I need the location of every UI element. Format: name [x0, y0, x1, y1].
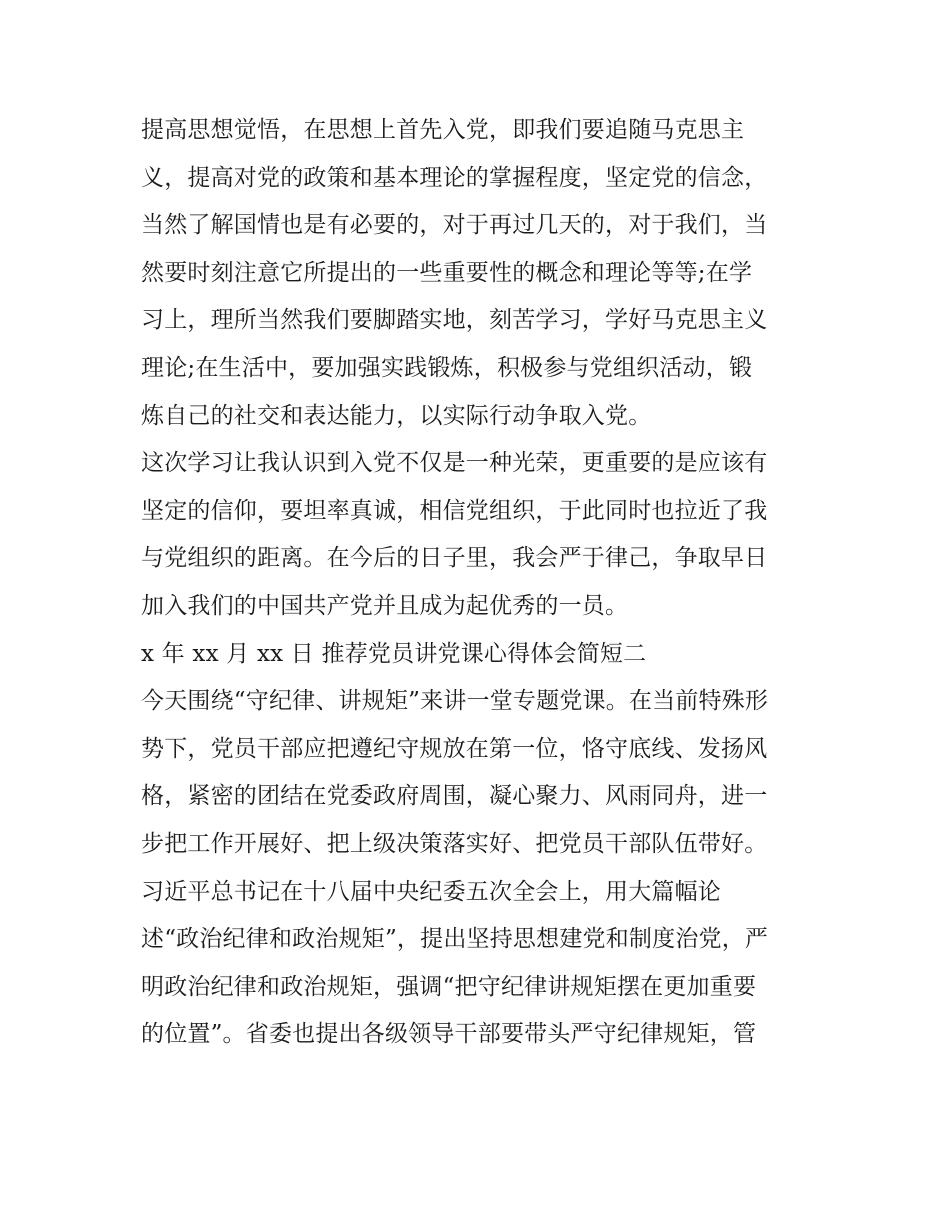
text-line-9: 坚定的信仰，要坦率真诚，相信党组织，于此同时也拉近了我	[141, 497, 768, 524]
text-line-4: 然要时刻注意它所提出的一些重要性的概念和理论等等;在学	[141, 259, 753, 286]
text-line-3: 当然了解国情也是有必要的，对于再过几天的，对于我们，当	[141, 212, 768, 239]
text-line-17: 习近平总书记在十八届中央纪委五次全会上，用大篇幅论	[141, 878, 721, 905]
text-line-13: 今天围绕“守纪律、讲规矩”来讲一堂专题党课。在当前特殊形	[141, 688, 769, 715]
text-line-15: 格，紧密的团结在党委政府周围，凝心聚力、风雨同舟，进一	[141, 783, 768, 810]
text-line-19: 明政治纪律和政治规矩，强调“把守纪律讲规矩摆在更加重要	[141, 973, 757, 1000]
section-heading: x 年 xx 月 xx 日 推荐党员讲党课心得体会简短二	[141, 640, 647, 667]
text-line-20: 的位置”。省委也提出各级领导干部要带头严守纪律规矩，管	[141, 1021, 757, 1048]
text-line-18: 述“政治纪律和政治规矩”，提出坚持思想建党和制度治党，严	[141, 926, 769, 953]
text-line-10: 与党组织的距离。在今后的日子里，我会严于律己，争取早日	[141, 545, 768, 572]
text-line-1: 提高思想觉悟，在思想上首先入党，即我们要追随马克思主	[141, 117, 745, 143]
document-body	[141, 107, 831, 1059]
text-line-2: 义，提高对党的政策和基本理论的掌握程度，坚定党的信念，	[141, 164, 768, 191]
text-line-6: 理论;在生活中，要加强实践锻炼，积极参与党组织活动，锻	[141, 354, 753, 381]
text-line-16: 步把工作开展好、把上级决策落实好、把党员干部队伍带好。	[141, 830, 768, 857]
text-line-14: 势下，党员干部应把遵纪守规放在第一位，恪守底线、发扬风	[141, 735, 768, 762]
text-line-8: 这次学习让我认识到入党不仅是一种光荣，更重要的是应该有	[141, 450, 768, 477]
text-line-7: 炼自己的社交和表达能力，以实际行动争取入党。	[141, 402, 652, 429]
text-line-11: 加入我们的中国共产党并且成为起优秀的一员。	[141, 592, 629, 619]
text-line-5: 习上，理所当然我们要脚踏实地，刻苦学习，学好马克思主义	[141, 307, 768, 334]
